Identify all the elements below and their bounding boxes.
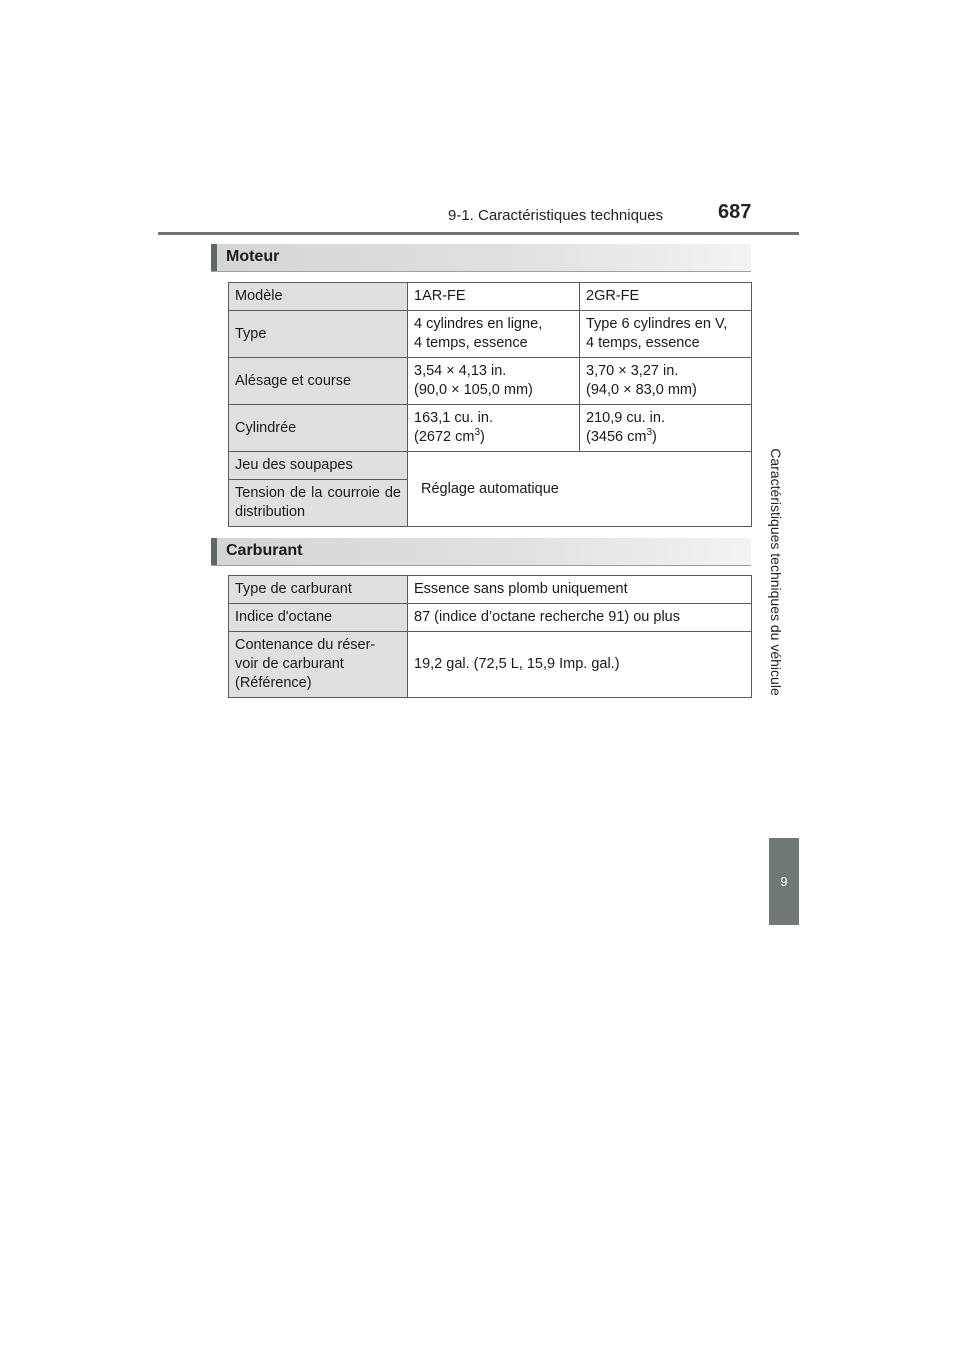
section-header-accent xyxy=(211,538,217,565)
section-title-moteur: Moteur xyxy=(226,248,280,265)
type-1ar-line1: 4 cylindres en ligne, xyxy=(414,316,543,332)
table-row xyxy=(229,283,752,311)
table-row xyxy=(229,604,752,632)
chapter-side-title: Caractéristiques techniques du véhicule xyxy=(768,448,784,696)
bore-1ar-line1: 3,54 × 4,13 in. xyxy=(414,363,507,379)
fuel-type-value: Essence sans plomb uniquement xyxy=(408,576,752,604)
disp-2gr-sup: 3 xyxy=(646,427,653,439)
type-2gr-line2: 4 temps, essence xyxy=(586,335,700,351)
tank-label-line1: Contenance du réser- xyxy=(235,637,376,653)
disp-2gr-line1: 210,9 cu. in. xyxy=(586,410,665,426)
displacement-value-2gr xyxy=(580,405,752,452)
disp-1ar-line1: 163,1 cu. in. xyxy=(414,410,493,426)
page-number: 687 xyxy=(718,201,752,223)
table-row xyxy=(229,632,752,698)
running-header-section: 9-1. Caractéristiques techniques xyxy=(448,207,664,224)
type-value-1ar xyxy=(408,311,580,358)
disp-1ar-pre: (2672 cm xyxy=(414,429,475,445)
bore-2gr-line2: (94,0 × 83,0 mm) xyxy=(586,382,697,398)
fuel-spec-table xyxy=(228,575,752,698)
model-value-1ar: 1AR-FE xyxy=(408,283,580,311)
type-2gr-line1: Type 6 cylindres en V, xyxy=(586,316,728,332)
disp-2gr-pre: (3456 cm xyxy=(586,429,647,445)
valve-clearance-label: Jeu des soupapes xyxy=(229,452,408,480)
type-label: Type xyxy=(229,311,408,358)
table-row xyxy=(229,576,752,604)
engine-spec-table xyxy=(228,282,752,527)
fuel-type-label: Type de carburant xyxy=(229,576,408,604)
model-value-2gr: 2GR-FE xyxy=(580,283,752,311)
table-row xyxy=(229,358,752,405)
table-row xyxy=(229,405,752,452)
header-divider xyxy=(158,232,799,235)
model-label: Modèle xyxy=(229,283,408,311)
section-title-carburant: Carburant xyxy=(226,542,303,559)
disp-1ar-sup: 3 xyxy=(474,427,481,439)
disp-2gr-post: ) xyxy=(652,429,657,445)
type-1ar-line2: 4 temps, essence xyxy=(414,335,528,351)
disp-1ar-post: ) xyxy=(480,429,485,445)
type-value-2gr xyxy=(580,311,752,358)
auto-adjust-value: Réglage automatique xyxy=(408,452,752,527)
tank-capacity-value: 19,2 gal. (72,5 L, 15,9 Imp. gal.) xyxy=(408,632,752,698)
bore-stroke-label: Alésage et course xyxy=(229,358,408,405)
octane-value: 87 (indice d’octane recherche 91) ou plus xyxy=(408,604,752,632)
section-header-moteur xyxy=(211,244,751,272)
octane-label: Indice d'octane xyxy=(229,604,408,632)
tank-label-line2: voir de carburant xyxy=(235,656,344,672)
bore-1ar-line2: (90,0 × 105,0 mm) xyxy=(414,382,533,398)
timing-belt-label: Tension de la courroie de distribution xyxy=(229,480,408,527)
bore-2gr-line1: 3,70 × 3,27 in. xyxy=(586,363,679,379)
table-row xyxy=(229,311,752,358)
chapter-tab xyxy=(769,838,799,925)
chapter-tab-number: 9 xyxy=(780,874,788,889)
displacement-value-1ar xyxy=(408,405,580,452)
section-header-carburant xyxy=(211,538,751,566)
tank-capacity-label xyxy=(229,632,408,698)
bore-value-1ar xyxy=(408,358,580,405)
section-header-accent xyxy=(211,244,217,271)
tank-label-line3: (Référence) xyxy=(235,675,312,691)
table-row xyxy=(229,452,752,480)
displacement-label: Cylindrée xyxy=(229,405,408,452)
bore-value-2gr xyxy=(580,358,752,405)
